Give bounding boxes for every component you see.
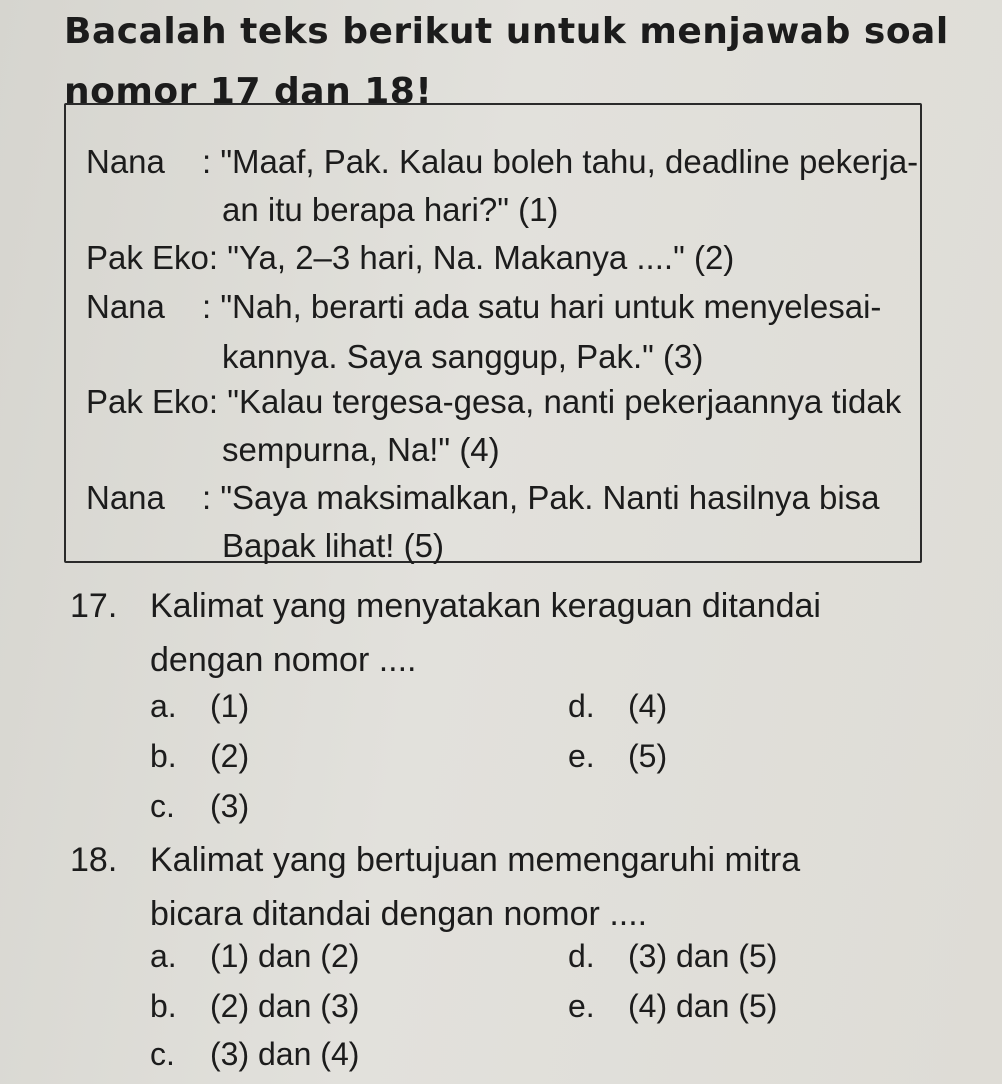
option-17-b[interactable] bbox=[150, 738, 249, 775]
option-text: (5) bbox=[628, 738, 668, 774]
dialogue-text: : "Saya maksimalkan, Pak. Nanti hasilnya bisa bbox=[202, 479, 880, 516]
option-text: (3) dan (4) bbox=[210, 1036, 360, 1072]
option-18-c[interactable] bbox=[150, 1036, 359, 1073]
question-text-continued: dengan nomor .... bbox=[150, 641, 417, 679]
option-letter: e. bbox=[568, 738, 595, 774]
option-letter: a. bbox=[150, 938, 177, 974]
option-text: (3) bbox=[210, 788, 250, 824]
option-18-a[interactable] bbox=[150, 938, 359, 975]
dialogue-text: : "Ya, 2–3 hari, Na. Makanya ...." (2) bbox=[208, 239, 735, 276]
dialogue-text-continued: kannya. Saya sanggup, Pak." (3) bbox=[222, 338, 704, 375]
dialogue-box bbox=[64, 103, 922, 563]
option-letter: b. bbox=[150, 988, 177, 1024]
dialogue-text-continued: Bapak lihat! (5) bbox=[222, 527, 444, 564]
option-18-b[interactable] bbox=[150, 988, 359, 1025]
option-17-c[interactable] bbox=[150, 788, 249, 825]
option-18-d[interactable] bbox=[568, 938, 777, 975]
dialogue-text-continued: sempurna, Na!" (4) bbox=[222, 431, 500, 468]
option-17-e[interactable] bbox=[568, 738, 667, 775]
question-number: 18. bbox=[70, 841, 118, 879]
option-text: (1) bbox=[210, 688, 250, 724]
instruction-heading: Bacalah teks berikut untuk menjawab soal nomor 17 dan 18! bbox=[64, 11, 949, 112]
dialogue-text: : "Kalau tergesa-gesa, nanti pekerjaannya tidak bbox=[208, 383, 902, 420]
dialogue-text: : "Nah, berarti ada satu hari untuk menyelesai- bbox=[202, 288, 882, 325]
option-letter: c. bbox=[150, 1036, 175, 1072]
option-17-a[interactable] bbox=[150, 688, 249, 725]
option-text: (2) bbox=[210, 738, 250, 774]
option-text: (3) dan (5) bbox=[628, 938, 778, 974]
option-18-e[interactable] bbox=[568, 988, 777, 1025]
speaker-name: Nana bbox=[86, 143, 165, 180]
option-text: (4) bbox=[628, 688, 668, 724]
option-letter: c. bbox=[150, 788, 175, 824]
speaker-name: Pak Eko bbox=[86, 383, 209, 420]
option-letter: a. bbox=[150, 688, 177, 724]
option-letter: d. bbox=[568, 688, 595, 724]
option-letter: e. bbox=[568, 988, 595, 1024]
option-text: (2) dan (3) bbox=[210, 988, 360, 1024]
dialogue-text-continued: an itu berapa hari?" (1) bbox=[222, 191, 559, 228]
question-18 bbox=[70, 832, 990, 942]
dialogue-line bbox=[86, 463, 880, 533]
speaker-name: Pak Eko bbox=[86, 239, 209, 276]
question-text: Kalimat yang bertujuan memengaruhi mitra bbox=[150, 841, 801, 879]
question-text-continued: bicara ditandai dengan nomor .... bbox=[150, 895, 648, 933]
question-number: 17. bbox=[70, 587, 118, 625]
option-17-d[interactable] bbox=[568, 688, 667, 725]
question-text: Kalimat yang menyatakan keraguan ditandai bbox=[150, 587, 821, 625]
option-text: (1) dan (2) bbox=[210, 938, 360, 974]
question-17 bbox=[70, 578, 990, 688]
option-text: (4) dan (5) bbox=[628, 988, 778, 1024]
dialogue-text: : "Maaf, Pak. Kalau boleh tahu, deadline pekerja- bbox=[202, 143, 919, 180]
option-letter: d. bbox=[568, 938, 595, 974]
speaker-name: Nana bbox=[86, 479, 165, 516]
speaker-name: Nana bbox=[86, 288, 165, 325]
option-letter: b. bbox=[150, 738, 177, 774]
